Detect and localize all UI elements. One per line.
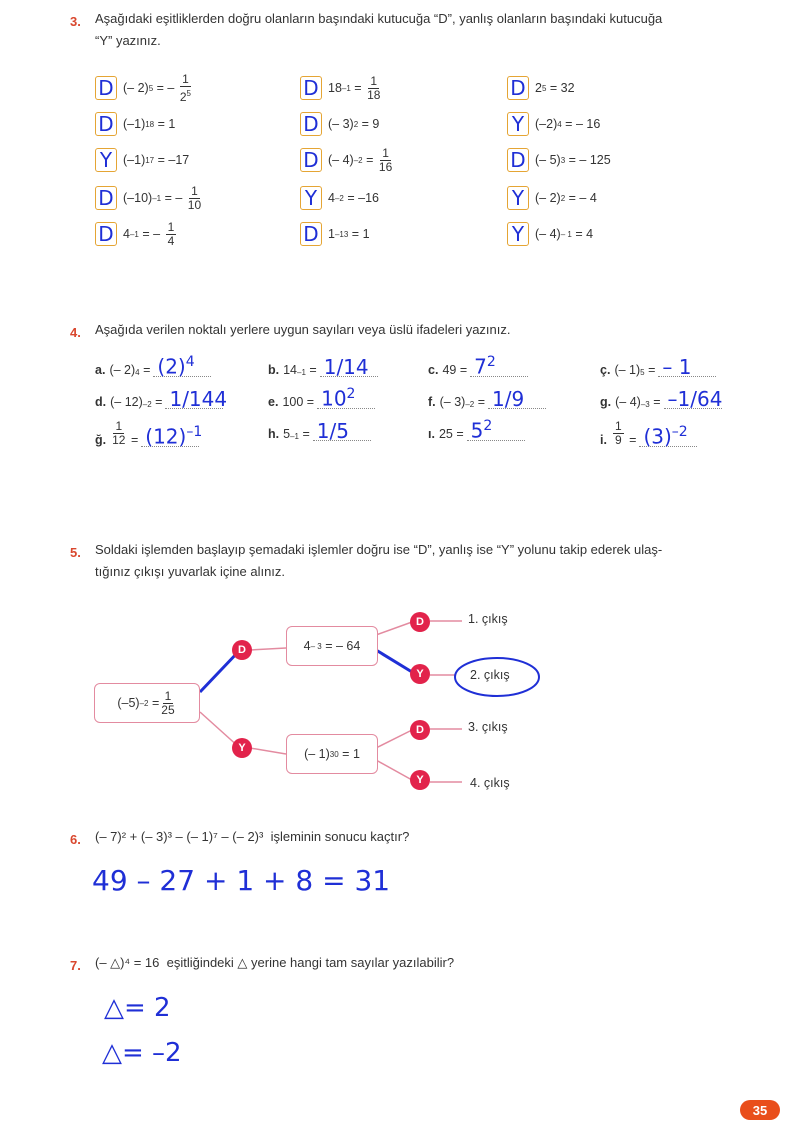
q4-item: g. (– 4) $_{-3}$ = –1/64 — [600, 387, 723, 411]
question-6-number: 6. — [70, 832, 81, 847]
answer-blank[interactable]: $10^2$ — [317, 388, 375, 409]
path-d-to-top — [250, 648, 286, 650]
question-5-line1: Soldaki işlemden başlayıp şemadaki işlemler doğru ise “D”, yanlış ise “Y” yolunu takip ederek ulaş- — [95, 542, 663, 557]
answer-box[interactable]: Y — [507, 222, 529, 246]
answer-blank[interactable]: $5^2$ — [467, 420, 525, 441]
answer-box[interactable]: D — [507, 76, 529, 100]
answer-box[interactable]: Y — [507, 186, 529, 210]
question-7-answer-1: △= 2 — [104, 993, 171, 1023]
answer-blank[interactable]: $(2)^4$ — [153, 356, 211, 377]
d-circle-top: D — [410, 612, 430, 632]
q4-item: ı. 25 = $5^2$ — [428, 420, 525, 441]
answer-blank[interactable]: –1/64 — [664, 388, 722, 409]
answer-box[interactable]: D — [95, 222, 117, 246]
path-top-to-y — [376, 650, 412, 672]
page-number-badge: 35 — [740, 1100, 780, 1120]
q3-item: Y 4 –2 = –16 — [300, 183, 382, 213]
answer-blank[interactable]: 1/144 — [165, 388, 223, 409]
answer-box[interactable]: D — [507, 148, 529, 172]
q4-item: i. $\frac{1}{9}$ = $(3)^{-2}$ — [600, 420, 697, 447]
answer-blank[interactable]: $(3)^{-2}$ — [639, 426, 697, 447]
path-bottom-to-y — [376, 760, 412, 780]
answer-blank[interactable]: – 1 — [658, 356, 716, 377]
question-5-line2: tığınız çıkışı yuvarlak içine alınız. — [95, 564, 286, 579]
bottom-expression: (– 1) 30 = 1 — [286, 734, 378, 774]
exit-2: 2. çıkış — [470, 668, 510, 682]
start-expression: (–5) –2 = $\frac{1}{25}$ — [94, 683, 200, 723]
question-7-answer-2: △= –2 — [102, 1038, 182, 1068]
question-6-answer: 49 – 27 + 1 + 8 = 31 — [92, 864, 391, 897]
q4-item: h. 5 $_{-1}$ = 1/5 — [268, 420, 371, 441]
answer-box[interactable]: D — [300, 112, 322, 136]
answer-box[interactable]: D — [95, 112, 117, 136]
q3-item: D 2 5 = 32 — [507, 73, 578, 103]
answer-blank[interactable]: $(12)^{-1}$ — [141, 426, 199, 447]
q3-item: Y (– 2) 2 = – 4 — [507, 183, 600, 213]
q3-item: D (– 4) –2 = $\frac{1}{16}$ — [300, 145, 394, 175]
answer-box[interactable]: D — [300, 222, 322, 246]
question-4-text: Aşağıda verilen noktalı yerlere uygun sayıları veya üslü ifadeleri yazınız. — [95, 322, 511, 337]
top-expression: 4 – 3 = – 64 — [286, 626, 378, 666]
answer-blank[interactable]: 1/5 — [313, 420, 371, 441]
question-7-number: 7. — [70, 958, 81, 973]
answer-box[interactable]: Y — [95, 148, 117, 172]
answer-blank[interactable]: $7^2$ — [470, 356, 528, 377]
question-3-number: 3. — [70, 14, 81, 29]
q3-item: Y (–1) 17 = –17 — [95, 145, 193, 175]
question-7-expression: (– △)⁴ = 16 — [95, 955, 160, 970]
q3-item: D (– 2) 5 = – $\frac{1}{2^5}$ — [95, 73, 193, 103]
answer-blank[interactable]: 1/14 — [320, 356, 378, 377]
d-circle-bottom: D — [410, 720, 430, 740]
exit-1: 1. çıkış — [468, 612, 508, 626]
answer-box[interactable]: D — [300, 148, 322, 172]
q4-item: f. (– 3) $_{-2}$ = 1/9 — [428, 388, 546, 409]
q3-item: Y (– 4) – 1 = 4 — [507, 219, 597, 249]
question-7-text — [95, 952, 454, 974]
answer-box[interactable]: D — [95, 186, 117, 210]
q4-item: ç. (– 1) $_5$ = – 1 — [600, 356, 716, 377]
q3-item: Y (–2) 4 = – 16 — [507, 109, 604, 139]
exit-4: 4. çıkış — [470, 776, 510, 790]
q3-item: D (– 5) 3 = – 125 — [507, 145, 614, 175]
q4-item: ğ. $\frac{1}{12}$ = $(12)^{-1}$ — [95, 419, 203, 449]
question-5-number: 5. — [70, 545, 81, 560]
y-circle-top: Y — [410, 664, 430, 684]
answer-box[interactable]: Y — [300, 186, 322, 210]
q3-item: D (–10) –1 = – $\frac{1}{10}$ — [95, 183, 203, 213]
q3-item: D 4 –1 = – $\frac{1}{4}$ — [95, 219, 178, 249]
answer-box[interactable]: Y — [507, 112, 529, 136]
d-circle-first: D — [232, 640, 252, 660]
question-3-line2: “Y” yazınız. — [95, 33, 161, 48]
q3-item: D 18 –1 = $\frac{1}{18}$ — [300, 73, 382, 103]
q3-item: D 1 –13 = 1 — [300, 219, 373, 249]
question-7-prompt: eşitliğindeki △ yerine hangi tam sayılar yazılabilir? — [166, 955, 455, 970]
y-circle-first: Y — [232, 738, 252, 758]
path-bottom-to-d — [376, 730, 412, 748]
q4-item: e. 100 = $10^2$ — [268, 388, 375, 409]
q4-item: d. (– 12) $_{-2}$ = 1/144 — [95, 387, 228, 411]
q3-item: D (– 3) 2 = 9 — [300, 109, 383, 139]
y-circle-bottom: Y — [410, 770, 430, 790]
question-6-text — [95, 826, 409, 848]
q4-item: a. (– 2) $_4$ = $(2)^4$ — [95, 356, 211, 377]
answer-box[interactable]: D — [300, 76, 322, 100]
path-top-to-d — [376, 622, 412, 635]
question-6-prompt: işleminin sonucu kaçtır? — [270, 829, 410, 844]
answer-blank[interactable]: 1/9 — [488, 388, 546, 409]
q4-item: c. 49 = $7^2$ — [428, 356, 528, 377]
path-y-to-bottom — [250, 748, 286, 754]
q4-item: b. 14 $_{-1}$ = 1/14 — [268, 356, 378, 377]
q3-item: D (–1) 18 = 1 — [95, 109, 179, 139]
answer-box[interactable]: D — [95, 76, 117, 100]
question-6-expression: (– 7)² + (– 3)³ – (– 1)⁷ – (– 2)³ — [95, 829, 264, 844]
question-4-number: 4. — [70, 325, 81, 340]
exit-3: 3. çıkış — [468, 720, 508, 734]
question-3-line1: Aşağıdaki eşitliklerden doğru olanların başındaki kutucuğa “D”, yanlış olanların başındaki kutucuğa — [95, 11, 663, 26]
